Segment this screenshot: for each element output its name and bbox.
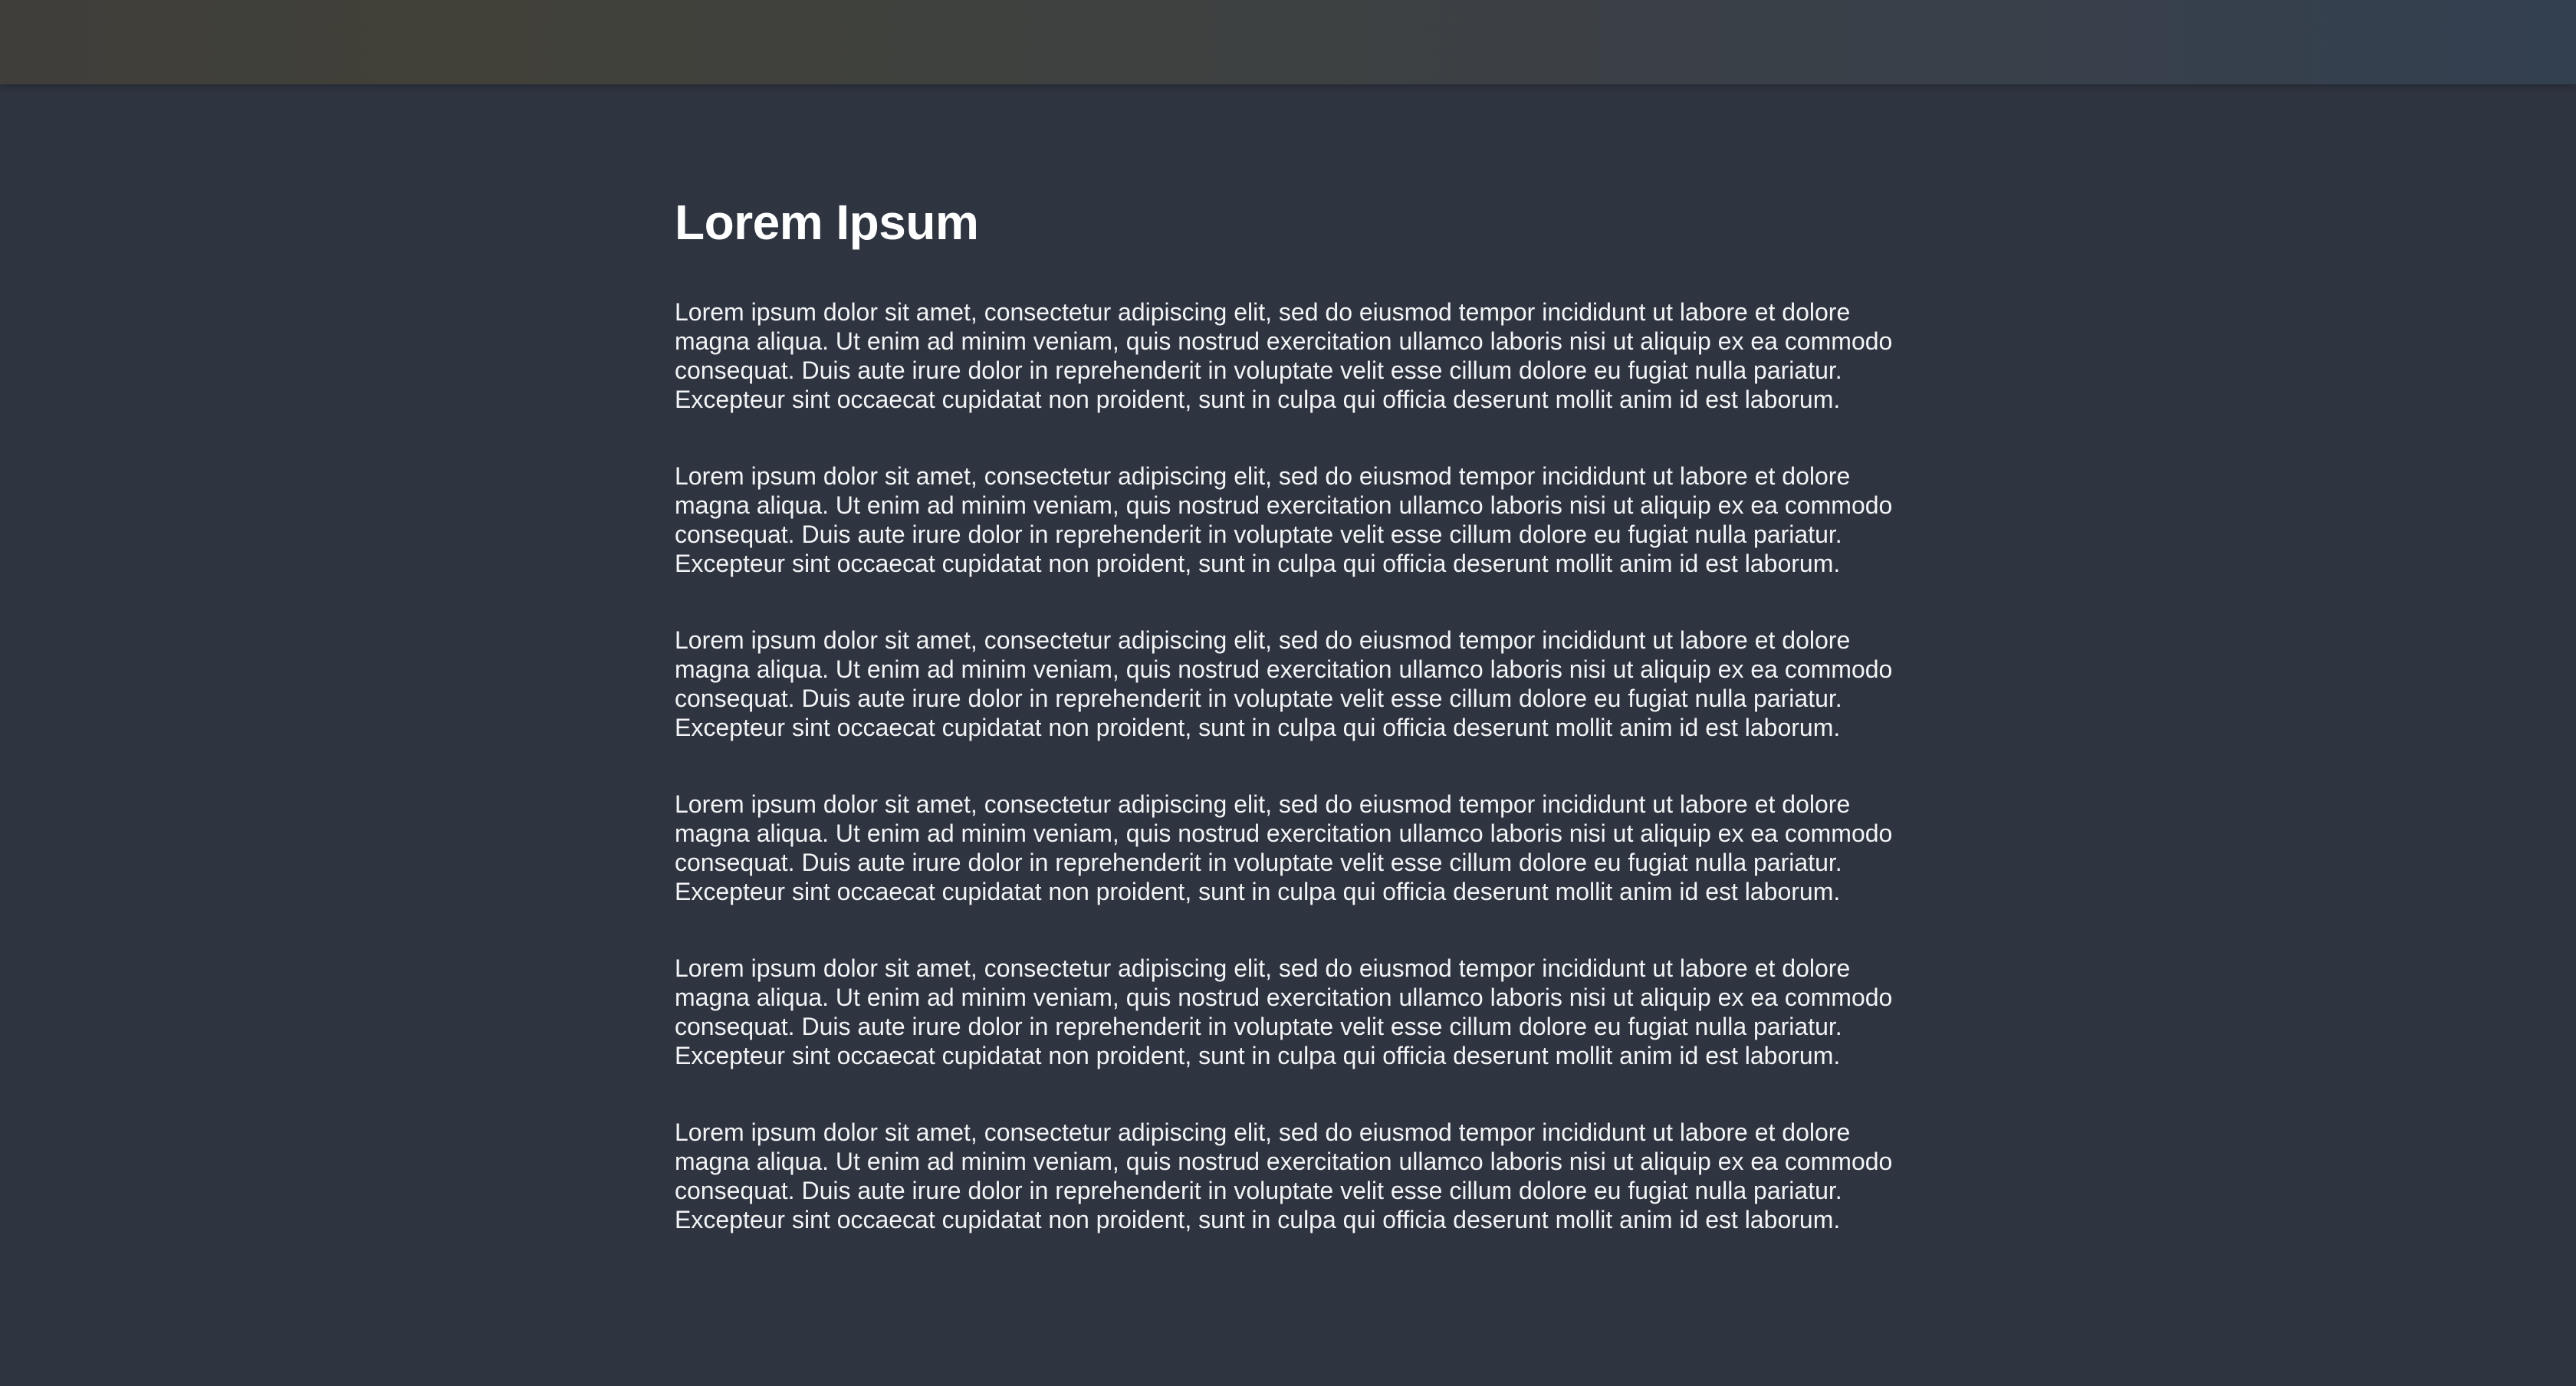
paragraph: Lorem ipsum dolor sit amet, consectetur adipiscing elit, sed do eiusmod tempor incididunt ut labore et dolore magna aliqua. Ut enim ad minim veniam, quis nostrud exercitation ullamco laboris nisi ut aliquip ex ea commodo consequat. Duis aute irure dolor in reprehenderit in voluptate velit esse cillum dolore eu fugiat nulla pariatur. Excepteur sint occaecat cupidatat non proident, sunt in culpa qui officia deserunt mollit anim id est laborum. [675,954,1893,1069]
paragraph: Lorem ipsum dolor sit amet, consectetur adipiscing elit, sed do eiusmod tempor incididunt ut labore et dolore magna aliqua. Ut enim ad minim veniam, quis nostrud exercitation ullamco laboris nisi ut aliquip ex ea commodo consequat. Duis aute irure dolor in reprehenderit in voluptate velit esse cillum dolore eu fugiat nulla pariatur. Excepteur sint occaecat cupidatat non proident, sunt in culpa qui officia deserunt mollit anim id est laborum. [675,1118,1893,1233]
paragraph: Lorem ipsum dolor sit amet, consectetur adipiscing elit, sed do eiusmod tempor incididunt ut labore et dolore magna aliqua. Ut enim ad minim veniam, quis nostrud exercitation ullamco laboris nisi ut aliquip ex ea commodo consequat. Duis aute irure dolor in reprehenderit in voluptate velit esse cillum dolore eu fugiat nulla pariatur. Excepteur sint occaecat cupidatat non proident, sunt in culpa qui officia deserunt mollit anim id est laborum. [675,626,1893,741]
paragraph: Lorem ipsum dolor sit amet, consectetur adipiscing elit, sed do eiusmod tempor incididunt ut labore et dolore magna aliqua. Ut enim ad minim veniam, quis nostrud exercitation ullamco laboris nisi ut aliquip ex ea commodo consequat. Duis aute irure dolor in reprehenderit in voluptate velit esse cillum dolore eu fugiat nulla pariatur. Excepteur sint occaecat cupidatat non proident, sunt in culpa qui officia deserunt mollit anim id est laborum. [675,298,1893,413]
main-content [675,192,1901,1282]
page-title: Lorem Ipsum [675,195,979,250]
paragraph: Lorem ipsum dolor sit amet, consectetur adipiscing elit, sed do eiusmod tempor incididunt ut labore et dolore magna aliqua. Ut enim ad minim veniam, quis nostrud exercitation ullamco laboris nisi ut aliquip ex ea commodo consequat. Duis aute irure dolor in reprehenderit in voluptate velit esse cillum dolore eu fugiat nulla pariatur. Excepteur sint occaecat cupidatat non proident, sunt in culpa qui officia deserunt mollit anim id est laborum. [675,462,1893,577]
top-bar [0,0,2576,84]
paragraph: Lorem ipsum dolor sit amet, consectetur adipiscing elit, sed do eiusmod tempor incididunt ut labore et dolore magna aliqua. Ut enim ad minim veniam, quis nostrud exercitation ullamco laboris nisi ut aliquip ex ea commodo consequat. Duis aute irure dolor in reprehenderit in voluptate velit esse cillum dolore eu fugiat nulla pariatur. Excepteur sint occaecat cupidatat non proident, sunt in culpa qui officia deserunt mollit anim id est laborum. [675,790,1893,905]
